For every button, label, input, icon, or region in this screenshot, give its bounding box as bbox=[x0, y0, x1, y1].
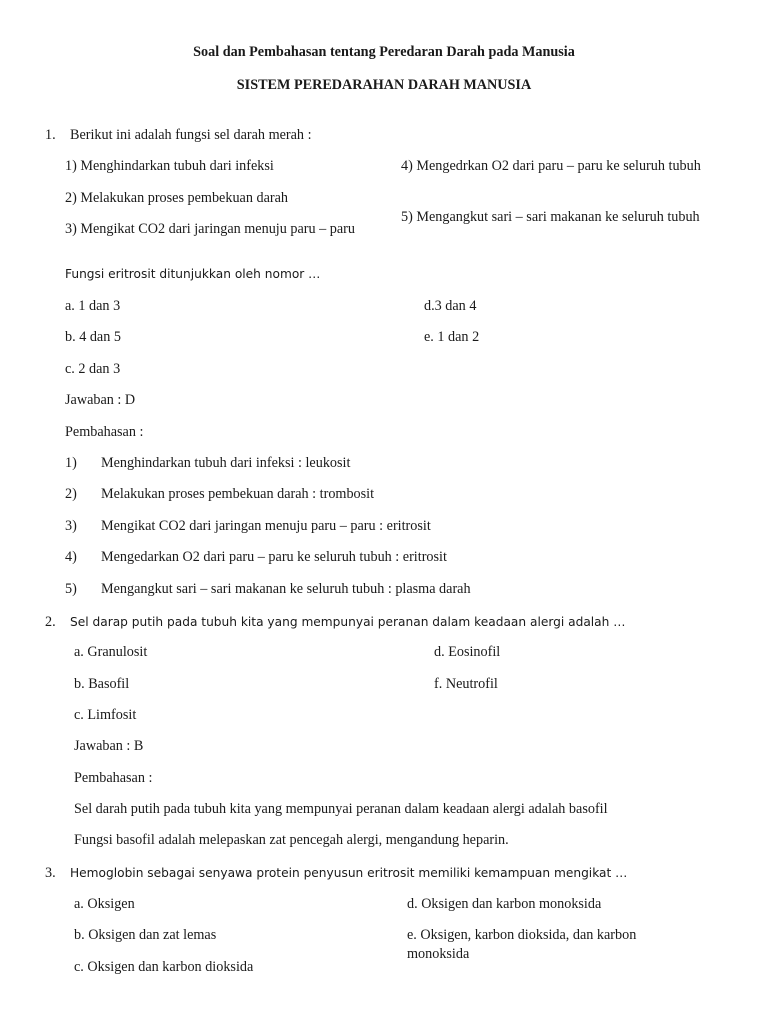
discussion-item: Mengangkut sari – sari makanan ke seluruh tubuh : plasma darah bbox=[101, 581, 471, 597]
answer-option: f. Neutrofil bbox=[434, 676, 498, 692]
question-number: 1. bbox=[45, 127, 56, 143]
discussion-item: Menghindarkan tubuh dari infeksi : leukosit bbox=[101, 455, 351, 471]
answer-option: d. Oksigen dan karbon monoksida bbox=[407, 896, 602, 912]
statement-item: 1) Menghindarkan tubuh dari infeksi bbox=[65, 158, 274, 174]
discussion-number: 1) bbox=[65, 455, 77, 471]
answer-option: d. Eosinofil bbox=[434, 644, 501, 660]
question-text: Sel darap putih pada tubuh kita yang mempunyai peranan dalam keadaan alergi adalah … bbox=[70, 615, 626, 629]
answer-key: Jawaban : D bbox=[65, 392, 136, 408]
answer-option: b. Basofil bbox=[74, 676, 130, 692]
discussion-number: 2) bbox=[65, 486, 77, 502]
question-text: Berikut ini adalah fungsi sel darah merah : bbox=[70, 127, 312, 143]
discussion-label: Pembahasan : bbox=[74, 770, 153, 786]
answer-option: c. 2 dan 3 bbox=[65, 361, 121, 377]
statement-item: 4) Mengedrkan O2 dari paru – paru ke seluruh tubuh bbox=[401, 158, 701, 174]
discussion-number: 5) bbox=[65, 581, 77, 597]
answer-key: Jawaban : B bbox=[74, 738, 144, 754]
section-heading: SISTEM PEREDARAHAN DARAH MANUSIA bbox=[236, 77, 532, 93]
discussion-item: Fungsi basofil adalah melepaskan zat pencegah alergi, mengandung heparin. bbox=[74, 832, 509, 848]
discussion-number: 3) bbox=[65, 518, 77, 534]
statement-item: 2) Melakukan proses pembekuan darah bbox=[65, 190, 288, 206]
statement-item: 5) Mengangkut sari – sari makanan ke seluruh tubuh bbox=[401, 209, 700, 225]
document-title: Soal dan Pembahasan tentang Peredaran Darah pada Manusia bbox=[193, 44, 575, 60]
discussion-item: Melakukan proses pembekuan darah : trombosit bbox=[101, 486, 375, 502]
answer-option: c. Oksigen dan karbon dioksida bbox=[74, 959, 254, 975]
discussion-number: 4) bbox=[65, 549, 77, 565]
answer-option: a. 1 dan 3 bbox=[65, 298, 121, 314]
statement-item: 3) Mengikat CO2 dari jaringan menuju paru – paru bbox=[65, 221, 355, 237]
discussion-item: Sel darah putih pada tubuh kita yang mempunyai peranan dalam keadaan alergi adalah basofil bbox=[74, 801, 608, 817]
answer-option: e. 1 dan 2 bbox=[424, 329, 480, 345]
discussion-item: Mengedarkan O2 dari paru – paru ke seluruh tubuh : eritrosit bbox=[101, 549, 447, 565]
question-prompt: Fungsi eritrosit ditunjukkan oleh nomor … bbox=[65, 267, 321, 281]
answer-option: a. Granulosit bbox=[74, 644, 148, 660]
discussion-item: Mengikat CO2 dari jaringan menuju paru – paru : eritrosit bbox=[101, 518, 431, 534]
answer-option: e. Oksigen, karbon dioksida, dan karbon monoksida bbox=[407, 927, 637, 962]
answer-option: d.3 dan 4 bbox=[424, 298, 477, 314]
answer-option: c. Limfosit bbox=[74, 707, 137, 723]
question-number: 2. bbox=[45, 614, 56, 630]
answer-option: a. Oksigen bbox=[74, 896, 135, 912]
discussion-label: Pembahasan : bbox=[65, 424, 144, 440]
question-number: 3. bbox=[45, 865, 56, 881]
answer-option: b. Oksigen dan zat lemas bbox=[74, 927, 217, 943]
answer-option: b. 4 dan 5 bbox=[65, 329, 121, 345]
question-text: Hemoglobin sebagai senyawa protein penyusun eritrosit memiliki kemampuan mengikat … bbox=[70, 866, 628, 880]
